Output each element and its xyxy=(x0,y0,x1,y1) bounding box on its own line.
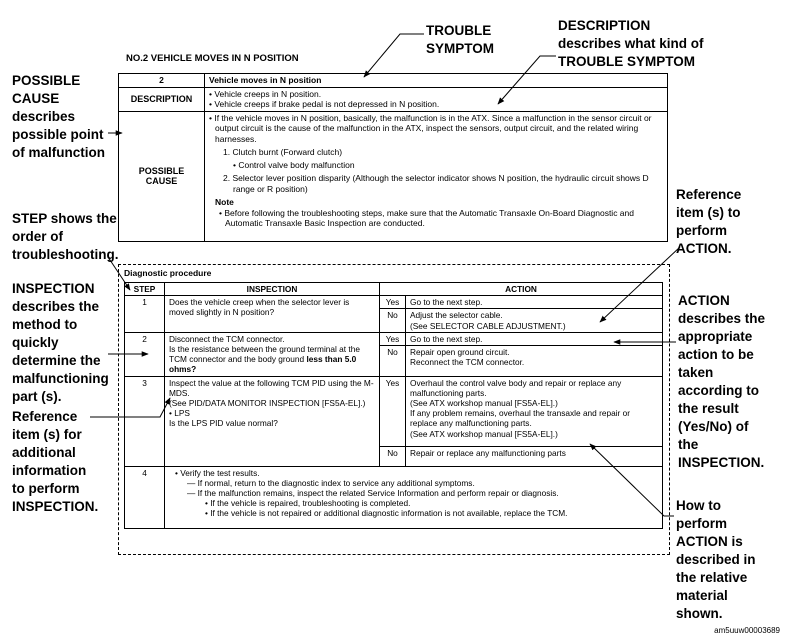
callout-action: ACTION describes the appropriate action to be taken according to the result (Yes/No) of the INSPECTION. xyxy=(678,293,766,470)
description-label: DESCRIPTION xyxy=(119,87,205,111)
callout-reference-inspection: Reference item (s) for additional information to perform INSPECTION. xyxy=(12,409,99,514)
no-label: No xyxy=(380,346,406,376)
page-title: NO.2 VEHICLE MOVES IN N POSITION xyxy=(126,53,299,64)
step-4-line: — If normal, return to the diagnostic index to service any additional symptoms. xyxy=(187,477,475,488)
step-inspection-bold: less than 5.0 ohms? xyxy=(169,354,357,375)
yes-action: Go to the next step. xyxy=(406,296,663,309)
callout-inspection: INSPECTION describes the method to quickly determine the malfunctioning part (s). xyxy=(12,281,109,404)
diagnostic-title: Diagnostic procedure xyxy=(124,268,212,278)
yes-action: Go to the next step. xyxy=(406,332,663,345)
no-action: Repair or replace any malfunctioning parts xyxy=(406,446,663,466)
note-label: Note xyxy=(215,197,234,207)
no-label: No xyxy=(380,446,406,466)
step-number: 4 xyxy=(125,466,165,528)
arrow-trouble-symptom xyxy=(364,34,424,77)
no-action: Adjust the selector cable. (See SELECTOR CABLE ADJUSTMENT.) xyxy=(406,309,663,332)
yes-label: Yes xyxy=(380,332,406,345)
callout-description: DESCRIPTION describes what kind of TROUBLE SYMPTOM xyxy=(558,18,704,69)
note-text: • Before following the troubleshooting steps, make sure that the Automatic Transaxle On-Board Diagnostic and Automatic Transaxle Basic Inspection are conducted. xyxy=(219,207,634,228)
step-inspection: Inspect the value at the following TCM PID using the M-MDS. (See PID/DATA MONITOR INSPECTION [FS5A-EL].) • LPS Is the LPS PID value normal? xyxy=(165,376,380,466)
description-item: • Vehicle creeps if brake pedal is not depressed in N position. xyxy=(209,99,440,109)
cause-1-sub: • Control valve body malfunction xyxy=(233,159,355,170)
step-4-line: • Verify the test results. xyxy=(175,467,260,478)
yes-label: Yes xyxy=(380,296,406,309)
callout-possible-cause: POSSIBLE CAUSE describes possible point of malfunction xyxy=(12,73,105,160)
step-inspection-text: Disconnect the TCM connector. Is the resistance between the ground terminal at the TCM connector and the body ground xyxy=(169,333,360,365)
callout-reference-action: Reference item (s) to perform ACTION. xyxy=(676,187,742,256)
callout-step: STEP shows the order of troubleshooting. xyxy=(12,211,119,262)
callout-how-to: How to perform ACTION is described in the relative material shown. xyxy=(676,498,756,621)
possible-cause-label: POSSIBLE CAUSE xyxy=(119,111,205,241)
step-number: 3 xyxy=(125,376,165,466)
arrow-reference-inspection xyxy=(90,398,170,417)
arrow-description xyxy=(498,56,556,104)
step-4-line: • If the vehicle is repaired, troubleshooting is completed. xyxy=(205,498,411,509)
cause-2: 2. Selector lever position disparity (Although the selector indicator shows N position, the hydraulic circuit shows D range or R position) xyxy=(223,173,649,194)
header-inspection: INSPECTION xyxy=(165,283,380,296)
step-number: 2 xyxy=(125,332,165,376)
no-action: Repair open ground circuit. Reconnect the TCM connector. xyxy=(406,346,663,376)
arrow-step xyxy=(108,257,130,290)
header-step: STEP xyxy=(125,283,165,296)
yes-action: Overhaul the control valve body and repair or replace any malfunctioning parts. (See ATX workshop manual [FS5A-EL].) If any problem remains, overhaul the transaxle and repair or replace any malfunctioning parts. (See ATX workshop manual [FS5A-EL].) xyxy=(406,376,663,446)
callout-trouble-symptom: TROUBLE SYMPTOM xyxy=(426,23,495,56)
step-number: 1 xyxy=(125,296,165,333)
header-action: ACTION xyxy=(380,283,663,296)
cause-intro: • If the vehicle moves in N position, basically, the malfunction is in the ATX. Since a malfunction in the sensor circuit or output circuit is the cause of the malfunction in the ATX, inspect the sensors, output circuit, and the related wiring harnesses. xyxy=(209,112,652,144)
arrow-how-to xyxy=(590,444,674,516)
symptom-number: 2 xyxy=(119,74,205,88)
yes-label: Yes xyxy=(380,376,406,446)
symptom-name: Vehicle moves in N position xyxy=(205,74,668,88)
figure-id: am5uuw00003689 xyxy=(714,626,780,635)
no-label: No xyxy=(380,309,406,332)
description-item: • Vehicle creeps in N position. xyxy=(209,88,322,99)
cause-1: 1. Clutch burnt (Forward clutch) xyxy=(223,147,343,157)
step-4-line: — If the malfunction remains, inspect the related Service Information and perform repair or diagnosis. xyxy=(187,488,559,499)
step-4-line: • If the vehicle is not repaired or additional diagnostic information is not available, replace the TCM. xyxy=(205,508,568,519)
step-inspection: Does the vehicle creep when the selector lever is moved slightly in N position? xyxy=(165,296,380,333)
arrow-reference-action xyxy=(600,247,680,322)
